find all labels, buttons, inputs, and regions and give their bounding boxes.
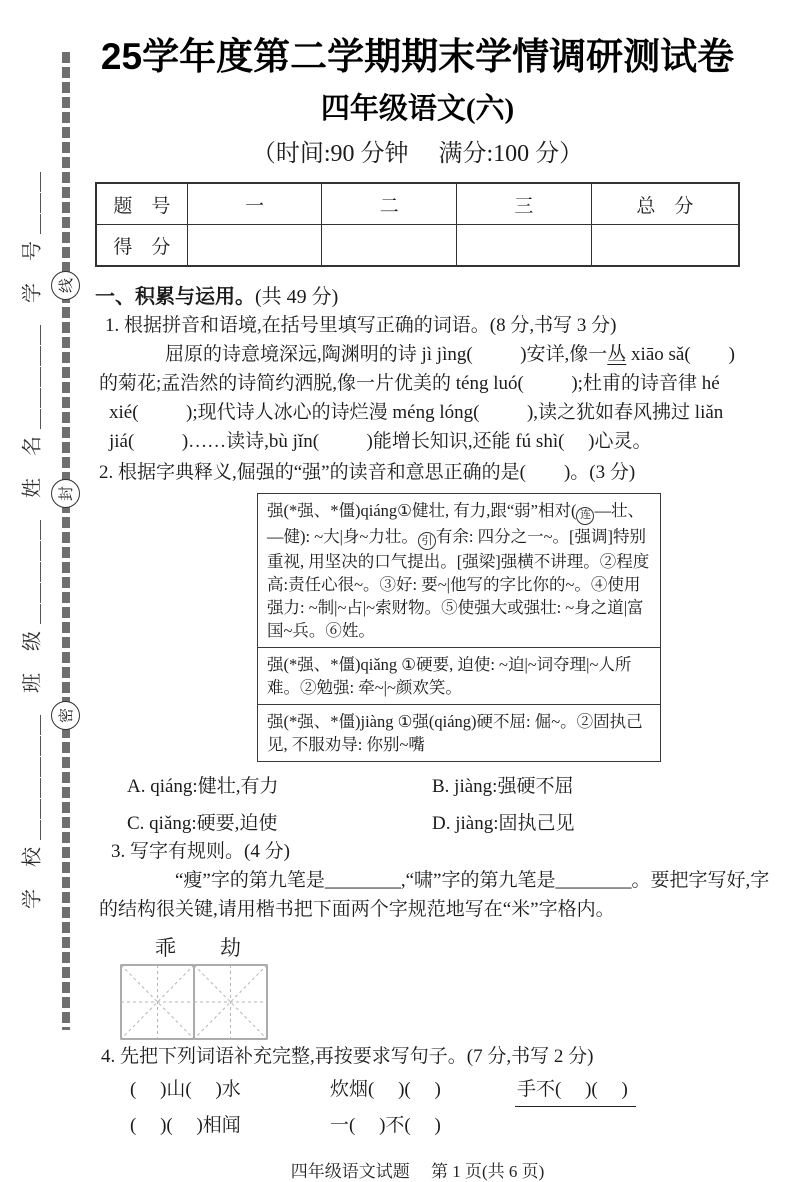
dict-text: 强(*强、*僵)qiáng①健壮, 有力,跟“弱”相对( bbox=[267, 501, 577, 521]
option-d: D. jiàng:固执己见 bbox=[432, 813, 575, 835]
question-1-line-4: jiá( )……读诗,bù jǐn( )能增长知识,还能 fú shì( )心灵。 bbox=[109, 431, 652, 453]
q1-text: xiāo sǎ( ) bbox=[626, 344, 735, 366]
question-3-stem: 3. 写字有规则。(4 分) bbox=[111, 841, 290, 863]
word-completion-row-1 bbox=[95, 1075, 740, 1107]
practice-characters bbox=[155, 932, 740, 962]
section-one-heading bbox=[95, 280, 740, 309]
question-1-line-2: 的菊花;孟浩然的诗简约洒脱,像一片优美的 téng luó( );杜甫的诗音律 hé bbox=[99, 373, 720, 395]
dictionary-box bbox=[257, 493, 661, 762]
seal-dashed-line bbox=[62, 52, 70, 1030]
dict-entry-jiang: 强(*强、*僵)jiàng ①强(qiáng)硬不屈: 倔~。②固执己见, 不服劝导: 你别~嘴 bbox=[258, 704, 660, 761]
score-table bbox=[95, 182, 740, 267]
dict-entry-qiang2 bbox=[258, 494, 660, 647]
mi-grid-boxes bbox=[120, 964, 740, 1040]
dict-text: 有余: 四分之一~。[强调]特别重视, 用坚决的口气提出。[强梁]强横不讲理。②程度高:责任心很~。③好: 要~|他写的字比你的~。④使用强力: ~制|~占|~索财物。⑤使强大或强壮: ~身之道|富国~兵。⑥姓。 bbox=[267, 526, 650, 641]
practice-char-jie: 劫 bbox=[220, 936, 241, 961]
option-c: C. qiǎng:硬要,迫使 bbox=[127, 813, 278, 835]
exam-page bbox=[95, 34, 770, 1182]
page-subtitle: 四年级语文(六) bbox=[320, 93, 515, 126]
section-one-title: 一、积累与运用。 bbox=[95, 286, 255, 309]
question-1-stem: 1. 根据拼音和语境,在括号里填写正确的词语。(8 分,书写 3 分) bbox=[105, 315, 617, 337]
q1-underlined-char: 丛 bbox=[607, 344, 627, 366]
table-row-question-numbers bbox=[96, 183, 739, 225]
cell-question-number-label: 题 号 bbox=[96, 183, 187, 225]
dict-entry-qiang3: 强(*强、*僵)qiǎng ①硬要, 迫使: ~迫|~词夺理|~人所难。②勉强: 牵~|~颜欢笑。 bbox=[258, 647, 660, 704]
circled-lian-mark: 连 bbox=[576, 507, 594, 525]
word-blank-yibu: 一( )不( ) bbox=[330, 1115, 441, 1137]
page-title: 25学年度第二学期期末学情调研测试卷 bbox=[100, 36, 735, 77]
score-cell-empty bbox=[457, 225, 592, 267]
cell-total: 总 分 bbox=[591, 183, 739, 225]
mi-grid-svg bbox=[120, 964, 268, 1040]
page-footer: 四年级语文试题 第 1 页(共 6 页) bbox=[290, 1162, 545, 1182]
cell-section-two: 二 bbox=[322, 183, 457, 225]
section-one-points: (共 49 分) bbox=[255, 286, 339, 309]
word-completion-row-2 bbox=[95, 1111, 740, 1141]
seal-char-xian: 线 bbox=[51, 271, 80, 300]
question-1-line-3: xié( );现代诗人冰心的诗烂漫 méng lóng( ),读之犹如春风拂过 liǎn bbox=[109, 402, 724, 424]
question-4-stem: 4. 先把下列词语补充完整,再按要求写句子。(7 分,书写 2 分) bbox=[101, 1046, 594, 1068]
score-cell-empty bbox=[591, 225, 739, 267]
question-1-line-1 bbox=[95, 340, 740, 369]
word-blank-shoubu-underlined: 手不( )( ) bbox=[515, 1075, 636, 1107]
seal-char-mi: 密 bbox=[51, 701, 80, 730]
option-a: A. qiáng:健壮,有力 bbox=[127, 776, 279, 798]
time-score-meta: （时间:90 分钟 满分:100 分） bbox=[251, 141, 584, 168]
q1-text: 屈原的诗意境深远,陶渊明的诗 jì jìng( )安详,像一 bbox=[165, 344, 608, 366]
seal-char-feng: 封 bbox=[51, 479, 80, 508]
seal-rail-student-info: 学 校 ＿＿＿＿＿＿ 班 级 ＿＿＿＿＿ 姓 名 ＿＿＿＿＿ 学 号 ＿＿＿ bbox=[21, 171, 44, 909]
question-2-stem: 2. 根据字典释义,倔强的“强”的读音和意思正确的是( )。(3 分) bbox=[99, 462, 636, 484]
cell-section-one: 一 bbox=[187, 183, 322, 225]
word-blank-xiangwen: ( )( )相闻 bbox=[130, 1115, 241, 1137]
option-b: B. jiàng:强硬不屈 bbox=[432, 776, 574, 798]
question-3-line-2: 的结构很关键,请用楷书把下面两个字规范地写在“米”字格内。 bbox=[99, 899, 615, 921]
table-row-scores bbox=[96, 225, 739, 267]
practice-char-guai: 乖 bbox=[155, 936, 176, 961]
cell-section-three: 三 bbox=[457, 183, 592, 225]
circled-yin-mark: 引 bbox=[418, 532, 436, 550]
cell-score-label: 得 分 bbox=[96, 225, 187, 267]
word-blank-shan-shui: ( )山( )水 bbox=[130, 1079, 241, 1101]
score-cell-empty bbox=[187, 225, 322, 267]
word-blank-chuiyan: 炊烟( )( ) bbox=[330, 1079, 441, 1101]
score-cell-empty bbox=[322, 225, 457, 267]
question-3-line-1: “瘦”字的第九笔是________,“啸”字的第九笔是________。要把字写好,字 bbox=[175, 870, 770, 892]
answer-options bbox=[127, 771, 740, 835]
dict-text: —壮、—健): ~大|身~力壮。 bbox=[267, 501, 644, 546]
